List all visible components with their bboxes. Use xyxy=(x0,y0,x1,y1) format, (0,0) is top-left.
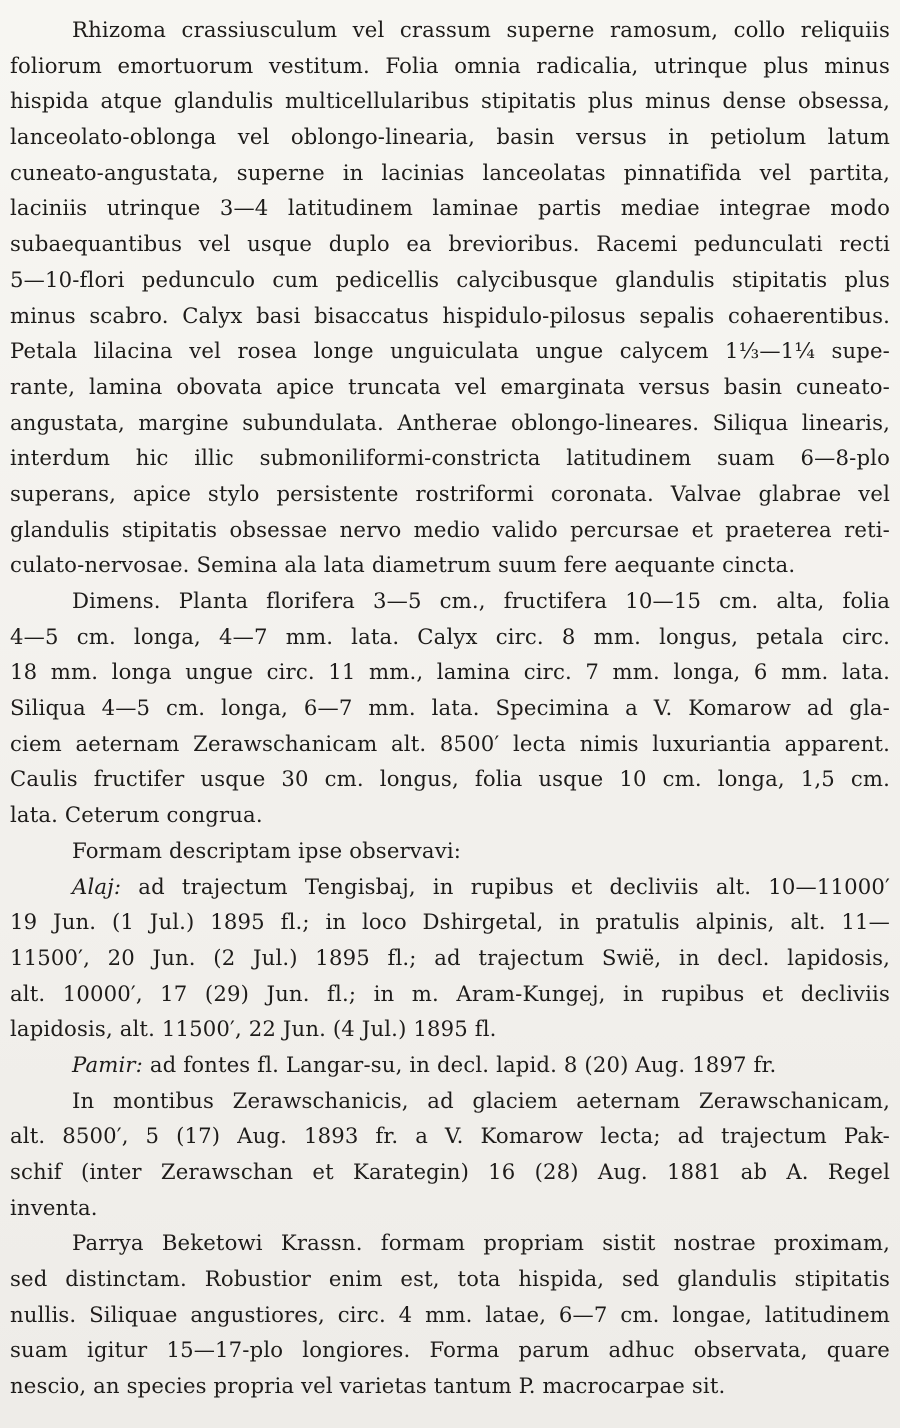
text-line xyxy=(10,226,890,262)
line-text: suam igitur 15—17-plo longiores. Forma parum adhuc observata, quare xyxy=(10,1337,890,1363)
text-line xyxy=(10,1261,890,1297)
line-text: foliorum emortuorum vestitum. Folia omnia radicalia, utrinque plus minus xyxy=(10,52,890,78)
line-text: In montibus Zerawschanicis, ad glaciem aeternam Zerawschanicam, xyxy=(72,1087,890,1113)
text-line xyxy=(10,119,890,155)
line-text: alt. 10000′, 17 (29) Jun. fl.; in m. Aram-Kungej, in rupibus et decliviis xyxy=(10,980,890,1006)
text-line xyxy=(10,440,890,476)
text-line xyxy=(10,155,890,191)
text-line xyxy=(10,190,890,226)
text-line xyxy=(10,83,890,119)
text-line xyxy=(10,547,890,583)
line-text: rante, lamina obovata apice truncata vel emarginata versus basin cuneato- xyxy=(10,373,890,399)
text-line xyxy=(10,262,890,298)
line-text: cuneato-angustata, superne in lacinias lanceolatas pinnatifida vel partita, xyxy=(10,159,890,185)
text-line xyxy=(10,1190,890,1226)
line-text: inventa. xyxy=(10,1194,98,1220)
line-text: lanceolato-oblonga vel oblongo-linearia, basin versus in petiolum latum xyxy=(10,124,890,150)
line-text: Parrya Beketowi Krassn. formam propriam sistit nostrae proximam, xyxy=(72,1230,890,1256)
line-text: nescio, an species propria vel varietas tantum P. macrocarpae sit. xyxy=(10,1373,726,1399)
text-line xyxy=(10,298,890,334)
text-line xyxy=(10,583,890,619)
text-line xyxy=(10,1154,890,1190)
line-text: Formam descriptam ipse observavi: xyxy=(72,837,462,863)
line-text: glandulis stipitatis obsessae nervo medio valido percursae et praeterea reti- xyxy=(10,516,890,542)
text-line xyxy=(10,1047,890,1083)
line-text: 18 mm. longa ungue circ. 11 mm., lamina circ. 7 mm. longa, 6 mm. lata. xyxy=(10,659,890,685)
line-text: lapidosis, alt. 11500′, 22 Jun. (4 Jul.) 1895 fl. xyxy=(10,1016,497,1042)
line-text: Dimens. Planta florifera 3—5 cm., fructifera 10—15 cm. alta, folia xyxy=(72,588,890,613)
line-text: sed distinctam. Robustior enim est, tota hispida, sed glandulis stipitatis xyxy=(10,1266,890,1292)
locality-label: Pamir: xyxy=(72,1051,143,1077)
line-text: nullis. Siliquae angustiores, circ. 4 mm. latae, 6—7 cm. longae, latitudinem xyxy=(10,1301,890,1327)
body-text xyxy=(10,12,890,1404)
line-text: 5—10-flori pedunculo cum pedicellis calycibusque glandulis stipitatis plus xyxy=(10,266,890,292)
locality-label: Alaj: xyxy=(72,873,122,899)
text-line xyxy=(10,690,890,726)
line-text: 19 Jun. (1 Jul.) 1895 fl.; in loco Dshirgetal, in pratulis alpinis, alt. 11— xyxy=(10,909,890,935)
text-line xyxy=(10,1118,890,1154)
text-line xyxy=(10,1083,890,1119)
line-text: 11500′, 20 Jun. (2 Jul.) 1895 fl.; ad trajectum Swië, in decl. lapidosis, xyxy=(10,944,890,970)
line-text: minus scabro. Calyx basi bisaccatus hispidulo-pilosus sepalis cohaerentibus. xyxy=(10,302,890,328)
text-line xyxy=(10,654,890,690)
line-text: subaequantibus vel usque duplo ea brevioribus. Racemi pedunculati recti xyxy=(10,231,890,257)
text-line xyxy=(10,1297,890,1333)
text-line xyxy=(10,1332,890,1368)
line-text: Siliqua 4—5 cm. longa, 6—7 mm. lata. Specimina a V. Komarow ad gla- xyxy=(10,695,890,721)
text-line xyxy=(10,12,890,48)
text-line xyxy=(10,726,890,762)
text-line xyxy=(10,833,890,869)
line-text: laciniis utrinque 3—4 latitudinem laminae partis mediae integrae modo xyxy=(10,195,890,221)
line-text: lata. Ceterum congrua. xyxy=(10,802,263,828)
text-line xyxy=(10,619,890,655)
text-line xyxy=(10,1011,890,1047)
line-text: ciem aeternam Zerawschanicam alt. 8500′ lecta nimis luxuriantia apparent. xyxy=(10,730,890,756)
line-text: ad fontes fl. Langar-su, in decl. lapid. 8 (20) Aug. 1897 fr. xyxy=(142,1051,777,1077)
line-text: Caulis fructifer usque 30 cm. longus, folia usque 10 cm. longa, 1,5 cm. xyxy=(10,766,890,792)
line-text: interdum hic illic submoniliformi-constricta latitudinem suam 6—8-plo xyxy=(10,445,890,471)
text-line xyxy=(10,405,890,441)
text-line xyxy=(10,761,890,797)
text-line xyxy=(10,797,890,833)
text-line xyxy=(10,869,890,905)
text-line xyxy=(10,333,890,369)
text-line xyxy=(10,976,890,1012)
line-text: alt. 8500′, 5 (17) Aug. 1893 fr. a V. Komarow lecta; ad trajectum Pak- xyxy=(10,1123,890,1149)
line-text: Petala lilacina vel rosea longe unguiculata ungue calycem 1⅓—1¼ supe- xyxy=(10,338,890,364)
text-line xyxy=(10,1225,890,1261)
line-text: hispida atque glandulis multicellularibus stipitatis plus minus dense obsessa, xyxy=(10,88,890,114)
line-text: angustata, margine subundulata. Antherae oblongo-lineares. Siliqua linearis, xyxy=(10,409,890,435)
text-line xyxy=(10,48,890,84)
text-line xyxy=(10,1368,890,1404)
line-text: superans, apice stylo persistente rostriformi coronata. Valvae glabrae vel xyxy=(10,480,890,506)
line-text: culato-nervosae. Semina ala lata diametrum suum fere aequante cincta. xyxy=(10,552,796,578)
line-text: ad trajectum Tengisbaj, in rupibus et decliviis alt. 10—11000′ xyxy=(121,873,890,899)
text-line xyxy=(10,476,890,512)
text-line xyxy=(10,512,890,548)
line-text: schif (inter Zerawschan et Karategin) 16 (28) Aug. 1881 ab A. Regel xyxy=(10,1159,890,1184)
text-line xyxy=(10,940,890,976)
text-line xyxy=(10,369,890,405)
text-line xyxy=(10,904,890,940)
line-text: 4—5 cm. longa, 4—7 mm. lata. Calyx circ. 8 mm. longus, petala circ. xyxy=(10,623,890,649)
line-text: Rhizoma crassiusculum vel crassum superne ramosum, collo reliquiis xyxy=(72,17,890,42)
